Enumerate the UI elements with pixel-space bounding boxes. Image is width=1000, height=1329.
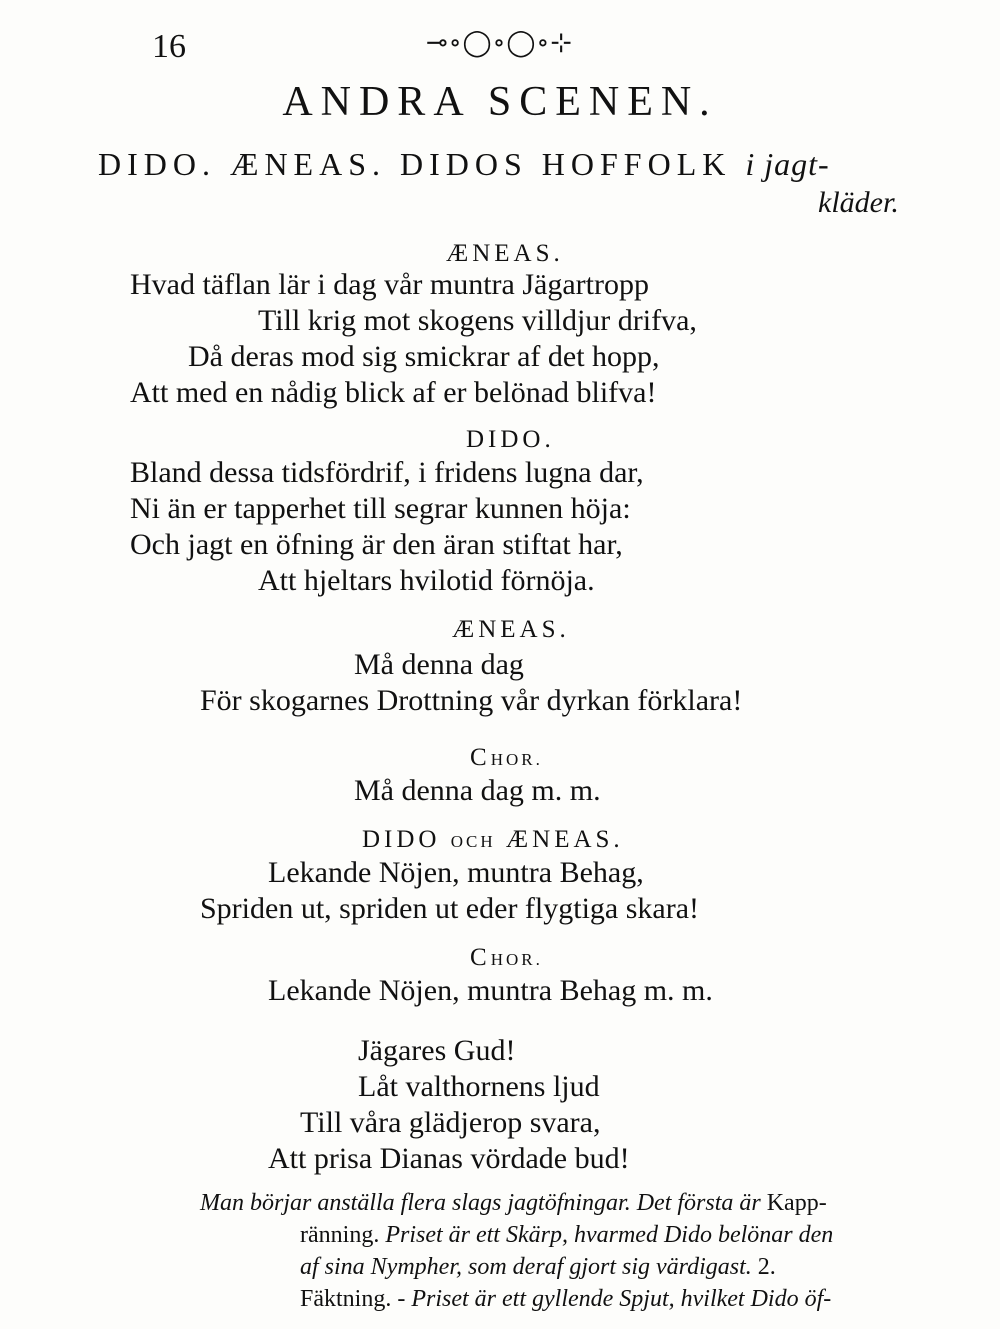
stage-direction-line: Man börjar anställa flera slags jagtöfningar. Det första är Kapp- [200,1190,827,1216]
page-number: 16 [152,28,186,65]
verse-line: Spriden ut, spriden ut eder flygtiga skara! [200,892,700,925]
speaker-name: ÆNEAS. [446,240,564,267]
verse-line: Då deras mod sig smickrar af det hopp, [188,340,660,373]
verse-line: Och jagt en öfning är den äran stiftat har, [130,528,623,561]
verse-line: Till krig mot skogens villdjur drifva, [258,304,697,337]
stage-direction-line: af sina Nympher, som deraf gjort sig värdigast. 2. [300,1254,776,1280]
stage-direction-line: Fäktning. - Priset är ett gyllende Spjut, hvilket Dido öf- [300,1286,832,1312]
verse-line: Må denna dag m. m. [354,774,601,807]
speaker-name: ÆNEAS. [452,616,570,643]
verse-line: Lekande Nöjen, muntra Behag m. m. [268,974,713,1007]
speaker-name: DIDO OCH ÆNEAS. [362,826,624,853]
verse-line: Må denna dag [354,648,524,681]
verse-line: Att med en nådig blick af er belönad blifva! [130,376,657,409]
speaker-name: CHOR. [470,744,543,771]
verse-line: Att prisa Dianas vördade bud! [268,1142,630,1175]
verse-line: Ni än er tapperhet till segrar kunnen höja: [130,492,631,525]
stage-direction-line: ränning. Priset är ett Skärp, hvarmed Dido belönar den [300,1222,834,1248]
speaker-name: DIDO. [466,426,555,453]
ornament-icon: ⊸∘◯∘◯∘⊹ [426,28,574,57]
speaker-name: CHOR. [470,944,543,971]
verse-line: Att hjeltars hvilotid förnöja. [258,564,595,597]
verse-line: Hvad täflan lär i dag vår muntra Jägartropp [130,268,649,301]
cast-list [98,146,830,183]
verse-line: För skogarnes Drottning vår dyrkan förklara! [200,684,743,717]
verse-line: Lekande Nöjen, muntra Behag, [268,856,644,889]
cast-names: DIDO. ÆNEAS. DIDOS HOFFOLK [98,146,746,182]
cast-costume-cont: kläder. [818,186,899,219]
verse-line: Jägares Gud! [358,1034,516,1067]
verse-line: Bland dessa tidsfördrif, i fridens lugna dar, [130,456,644,489]
verse-line: Till våra glädjerop svara, [300,1106,601,1139]
verse-line: Låt valthornens ljud [358,1070,600,1103]
scene-title: ANDRA SCENEN. [282,79,718,125]
cast-costume: i jagt- [745,146,830,182]
